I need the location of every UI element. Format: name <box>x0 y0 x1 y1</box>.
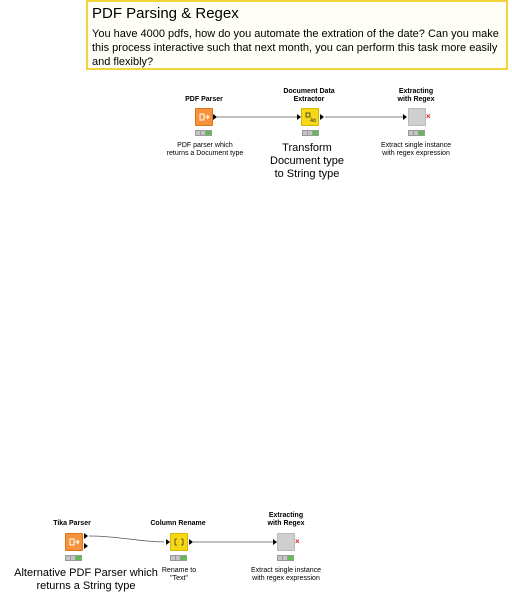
extractor-annotation-line3: to String type <box>274 168 340 180</box>
tika-output-port-2[interactable] <box>84 543 88 549</box>
column-rename-label-line2: "Text" <box>170 575 188 582</box>
regex-top-label-line2: with regex expression <box>382 150 450 157</box>
tika-parser-status <box>65 555 82 561</box>
regex-bottom-title-line2: with Regex <box>267 520 305 527</box>
extractor-title-line1: Document Data <box>283 88 335 95</box>
svg-text:Ab: Ab <box>310 118 316 123</box>
tika-parser-title: Tika Parser <box>53 520 91 527</box>
regex-bottom-node[interactable] <box>277 533 295 551</box>
extractor-title-line2: Extractor <box>293 96 325 103</box>
tika-annotation-line1: Alternative PDF Parser which <box>14 567 158 579</box>
document-parser-icon <box>198 111 210 123</box>
pdf-parser-label-line1: PDF parser which <box>177 142 233 149</box>
regex-top-label-line1: Extract single instance <box>380 142 452 149</box>
regex-top-title-line1: Extracting <box>398 88 434 95</box>
regex-top-status <box>408 130 425 136</box>
pdf-parser-node[interactable] <box>195 108 213 126</box>
extractor-node[interactable] <box>301 108 319 126</box>
tika-output-port-1[interactable] <box>84 533 88 539</box>
column-rename-title: Column Rename <box>150 520 206 527</box>
column-rename-status <box>170 555 187 561</box>
pdf-parser-status <box>195 130 212 136</box>
regex-top-node[interactable] <box>408 108 426 126</box>
pdf-parser-label-line2: returns a Document type <box>166 150 244 157</box>
data-extractor-icon <box>304 111 316 123</box>
tika-parser-node[interactable] <box>65 533 83 551</box>
extractor-status <box>302 130 319 136</box>
regex-top-title-line2: with Regex <box>397 96 435 103</box>
regex-bottom-output-port-error-icon[interactable]: × <box>295 537 300 546</box>
tika-annotation-line2: returns a String type <box>36 580 136 592</box>
extractor-output-port[interactable] <box>320 114 324 120</box>
regex-bottom-label-line1: Extract single instance <box>250 567 322 574</box>
regex-top-input-port[interactable] <box>403 114 407 120</box>
pdf-parser-output-port[interactable] <box>213 114 217 120</box>
extractor-annotation-line2: Document type <box>270 155 344 167</box>
note-title: PDF Parsing & Regex <box>92 5 239 22</box>
regex-bottom-label-line2: with regex expression <box>252 575 320 582</box>
column-rename-label-line1: Rename to <box>161 567 197 574</box>
connection-tika-to-rename <box>89 536 164 542</box>
note-body: You have 4000 pdfs, how do you automate the extration of the date? Can you make this process interactive such that next month, you can perform this task more easily and flexibly? <box>92 28 499 68</box>
column-rename-output-port[interactable] <box>189 539 193 545</box>
pdf-parser-title: PDF Parser <box>185 96 223 103</box>
column-rename-node[interactable] <box>170 533 188 551</box>
regex-bottom-status <box>277 555 294 561</box>
regex-top-output-port-error-icon[interactable]: × <box>426 112 431 121</box>
rename-icon <box>173 536 185 548</box>
document-parser-icon <box>68 536 80 548</box>
regex-bottom-title-line1: Extracting <box>268 512 304 519</box>
extractor-annotation-line1: Transform <box>282 142 332 154</box>
